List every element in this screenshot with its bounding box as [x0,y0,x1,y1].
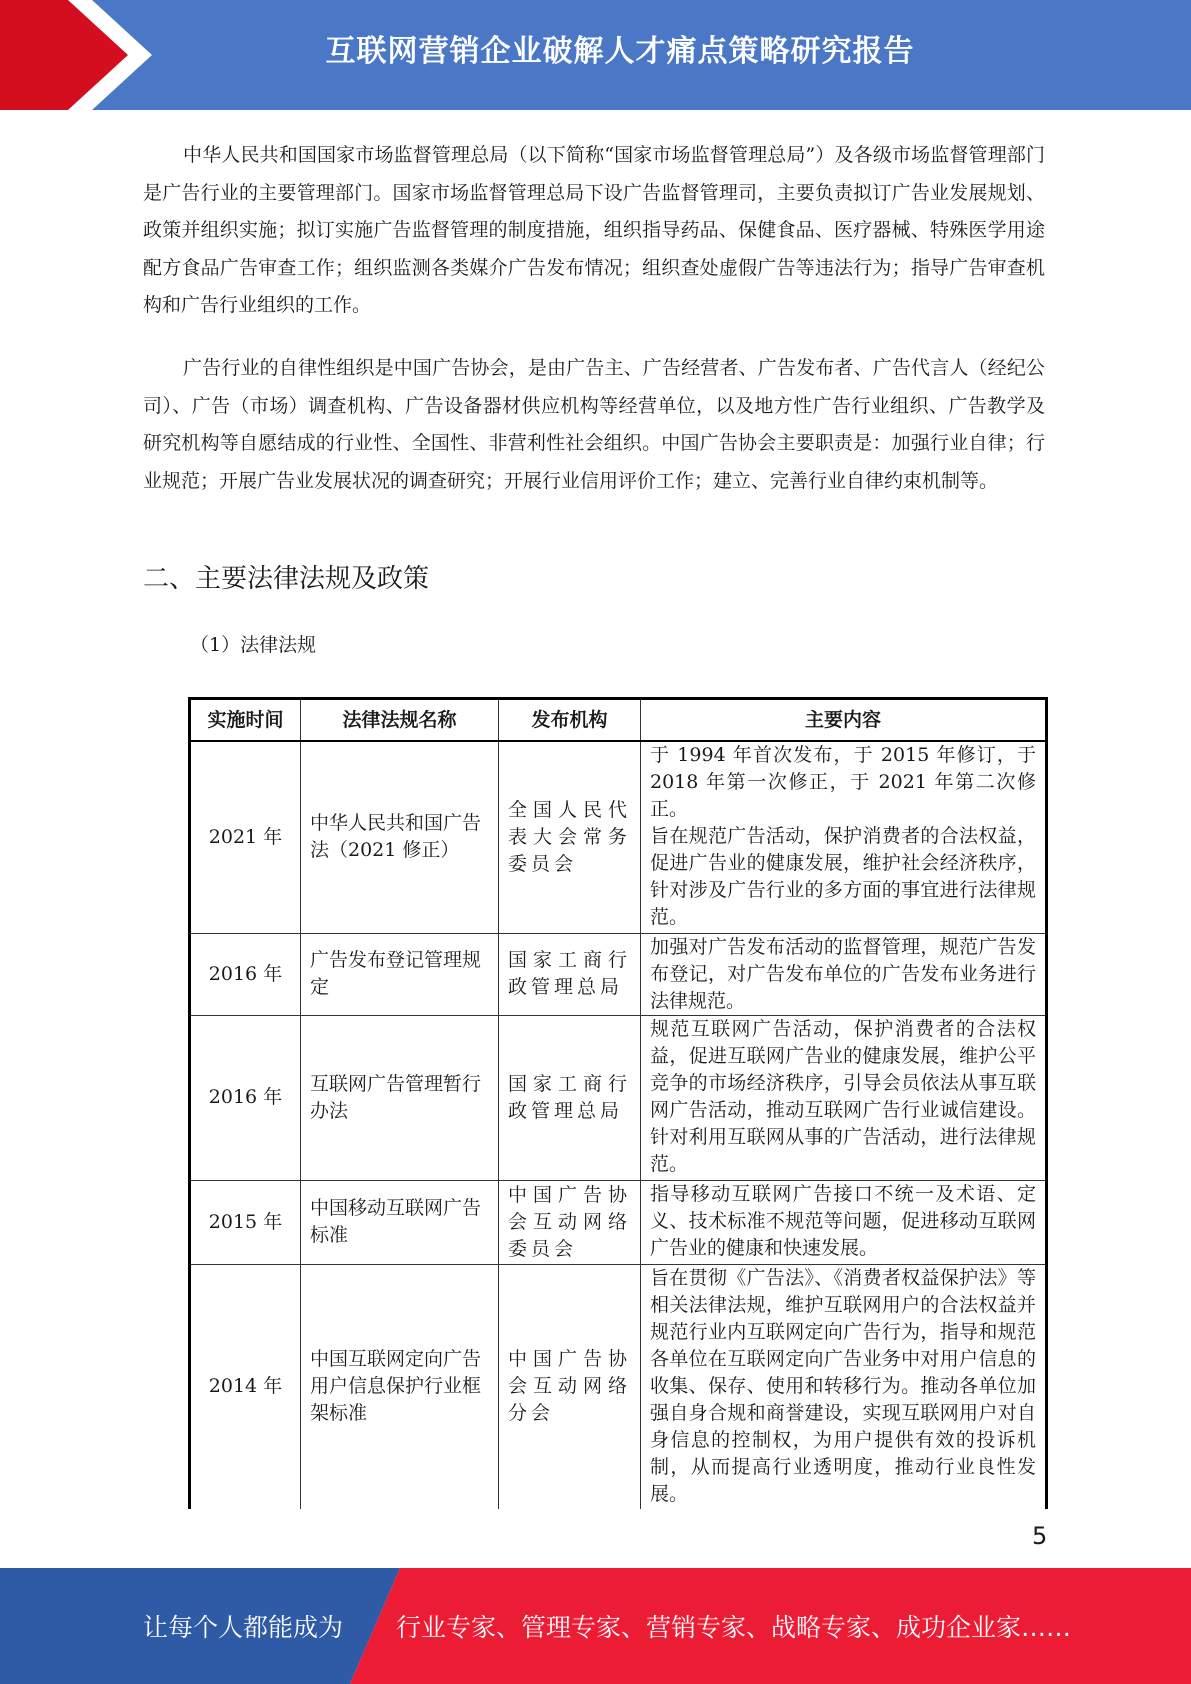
cell-content [641,1180,1047,1264]
content-line: 加强对广告发布活动的监督管理，规范广告发布登记，对广告发布单位的广告发布业务进行法律规范。 [650,935,1036,1012]
footer-slogan-right: 行业专家、管理专家、营销专家、战略专家、成功企业家…… [396,1613,1072,1642]
page-header [0,0,1191,110]
cell-content [641,933,1047,1015]
cell-law-name: 中华人民共和国广告法（2021 修正） [301,741,499,933]
header-issuer: 发布机构 [499,699,641,742]
cell-issuer: 中国广告协会互动网络分会 [499,1264,641,1509]
cell-content [641,1264,1047,1509]
report-title: 互联网营销企业破解人才痛点策略研究报告 [325,34,915,69]
cell-issuer: 全国人民代表大会常务委员会 [499,741,641,933]
cell-issuer: 国家工商行政管理总局 [499,1015,641,1180]
laws-table [188,697,1048,1509]
cell-issuer: 国家工商行政管理总局 [499,933,641,1015]
paragraph-regulators: 中华人民共和国国家市场监督管理总局（以下简称“国家市场监督管理总局”）及各级市场监督管理部门是广告行业的主要管理部门。国家市场监督管理总局下设广告监督管理司，主要负责拟订广告业发展规划、政策并组织实施；拟订实施广告监督管理的制度措施，组织指导药品、保健食品、医疗器械、特殊医学用途配方食品广告审查工作；组织监测各类媒介广告发布情况；组织查处虚假广告等违法行为；指导广告审查机构和广告行业组织的工作。 [143,144,1045,316]
content-line: 规范互联网广告活动，保护消费者的合法权益，促进互联网广告业的健康发展，维护公平竞争的市场经济秩序，引导会员依法从事互联网广告活动，推动互联网广告行业诚信建设。针对利用互联网从事的广告活动，进行法律规范。 [650,1017,1036,1175]
table-row [190,1180,1047,1264]
table-row [190,1264,1047,1509]
table-row [190,1015,1047,1180]
table-row [190,741,1047,933]
page-number: 5 [1032,1522,1048,1550]
cell-law-name: 中国移动互联网广告标准 [301,1180,499,1264]
cell-law-name: 中国互联网定向广告用户信息保护行业框架标准 [301,1264,499,1509]
content-line: 指导移动互联网广告接口不统一及术语、定义、技术标准不规范等问题，促进移动互联网广告业的健康和快速发展。 [650,1182,1036,1259]
cell-year: 2015 年 [190,1180,301,1264]
cell-law-name: 广告发布登记管理规定 [301,933,499,1015]
table-header-row [190,699,1047,742]
content-line: 旨在规范广告活动，保护消费者的合法权益，促进广告业的健康发展，维护社会经济秩序，针对涉及广告行业的多方面的事宜进行法律规范。 [650,825,1036,928]
header-content: 主要内容 [641,699,1047,742]
section-heading: 二、主要法律法规及政策 [143,564,430,594]
content-line: 旨在贯彻《广告法》、《消费者权益保护法》等相关法律法规，维护互联网用户的合法权益并规范行业内互联网定向广告行为，指导和规范各单位在互联网定向广告业务中对用户信息的收集、保存、使用和转移行为。推动各单位加强自身合规和商誉建设，实现互联网用户对自身信息的控制权，为用户提供有效的投诉机制，从而提高行业透明度，推动行业良性发展。 [650,1266,1036,1505]
cell-content [641,1015,1047,1180]
cell-year: 2021 年 [190,741,301,933]
cell-law-name: 互联网广告管理暂行办法 [301,1015,499,1180]
header-date: 实施时间 [190,699,301,742]
cell-issuer: 中国广告协会互动网络委员会 [499,1180,641,1264]
cell-year: 2016 年 [190,1015,301,1180]
header-law-name: 法律法规名称 [301,699,499,742]
table-row [190,933,1047,1015]
content-line: 于 1994 年首次发布，于 2015 年修订，于 2018 年第一次修正，于 2021 年第二次修正。 [650,744,1036,820]
cell-content [641,741,1047,933]
paragraph-association: 广告行业的自律性组织是中国广告协会，是由广告主、广告经营者、广告发布者、广告代言人（经纪公司）、广告（市场）调查机构、广告设备器材供应机构等经营单位，以及地方性广告行业组织、广告教学及研究机构等自愿结成的行业性、全国性、非营利性社会组织。中国广告协会主要职责是：加强行业自律；行业规范；开展广告业发展状况的调查研究；开展行业信用评价工作；建立、完善行业自律约束机制等。 [143,357,1045,492]
cell-year: 2016 年 [190,933,301,1015]
cell-year: 2014 年 [190,1264,301,1509]
page-footer [0,1568,1191,1684]
sub-heading: （1）法律法规 [190,634,317,656]
footer-slogan-left: 让每个人都能成为 [143,1613,344,1642]
